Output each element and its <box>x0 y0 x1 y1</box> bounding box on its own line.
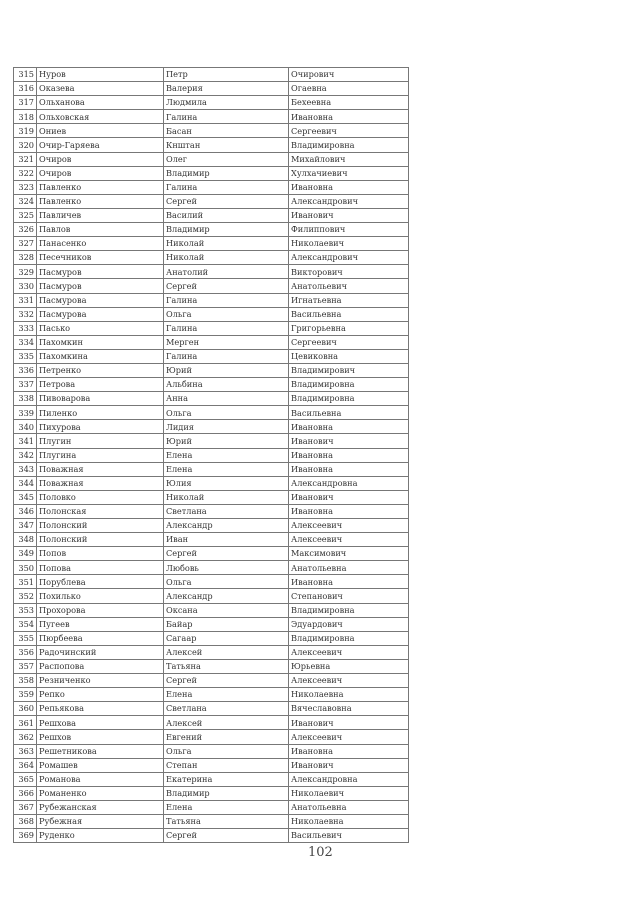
patronymic-cell: Васильевич <box>289 829 409 843</box>
table-row <box>14 124 409 138</box>
row-number: 324 <box>14 194 37 208</box>
patronymic-cell: Владимировна <box>289 138 409 152</box>
surname-cell: Решетникова <box>37 744 164 758</box>
surname-cell: Резниченко <box>37 674 164 688</box>
surname-cell: Пивоварова <box>37 392 164 406</box>
name-cell: Евгений <box>164 730 289 744</box>
row-number: 365 <box>14 772 37 786</box>
row-number: 326 <box>14 223 37 237</box>
surname-cell: Нуров <box>37 68 164 82</box>
name-cell: Екатерина <box>164 772 289 786</box>
name-cell: Ольга <box>164 307 289 321</box>
table-row <box>14 533 409 547</box>
table-row <box>14 504 409 518</box>
table-row <box>14 363 409 377</box>
surname-cell: Песечников <box>37 251 164 265</box>
row-number: 323 <box>14 180 37 194</box>
table-row <box>14 194 409 208</box>
patronymic-cell: Викторович <box>289 265 409 279</box>
row-number: 328 <box>14 251 37 265</box>
surname-cell: Пахомкин <box>37 335 164 349</box>
patronymic-cell: Ивановна <box>289 504 409 518</box>
name-cell: Иван <box>164 533 289 547</box>
patronymic-cell: Владимировна <box>289 378 409 392</box>
row-number: 316 <box>14 82 37 96</box>
patronymic-cell: Владимировна <box>289 603 409 617</box>
patronymic-cell: Филиппович <box>289 223 409 237</box>
table-row <box>14 237 409 251</box>
patronymic-cell: Ивановна <box>289 744 409 758</box>
name-cell: Ольга <box>164 744 289 758</box>
patronymic-cell: Иванович <box>289 208 409 222</box>
table-row <box>14 448 409 462</box>
patronymic-cell: Владимирович <box>289 363 409 377</box>
name-cell: Юрий <box>164 434 289 448</box>
surname-cell: Петренко <box>37 363 164 377</box>
patronymic-cell: Очирович <box>289 68 409 82</box>
patronymic-cell: Сергеевич <box>289 335 409 349</box>
surname-cell: Пихурова <box>37 420 164 434</box>
patronymic-cell: Григорьевна <box>289 321 409 335</box>
table-row <box>14 321 409 335</box>
patronymic-cell: Бехеевна <box>289 96 409 110</box>
patronymic-cell: Михайлович <box>289 152 409 166</box>
name-cell: Ольга <box>164 406 289 420</box>
patronymic-cell: Иванович <box>289 758 409 772</box>
patronymic-cell: Васильевна <box>289 406 409 420</box>
patronymic-cell: Степанович <box>289 589 409 603</box>
surname-cell: Попова <box>37 561 164 575</box>
row-number: 333 <box>14 321 37 335</box>
patronymic-cell: Владимировна <box>289 392 409 406</box>
name-cell: Степан <box>164 758 289 772</box>
surname-cell: Прохорова <box>37 603 164 617</box>
table-row <box>14 674 409 688</box>
table-row <box>14 152 409 166</box>
surname-cell: Пиленко <box>37 406 164 420</box>
surname-cell: Романова <box>37 772 164 786</box>
name-cell: Мерген <box>164 335 289 349</box>
row-number: 317 <box>14 96 37 110</box>
table-row <box>14 335 409 349</box>
name-cell: Сергей <box>164 829 289 843</box>
surname-cell: Павленко <box>37 194 164 208</box>
surname-cell: Полонский <box>37 519 164 533</box>
row-number: 368 <box>14 814 37 828</box>
name-cell: Светлана <box>164 504 289 518</box>
row-number: 322 <box>14 166 37 180</box>
name-cell: Лидия <box>164 420 289 434</box>
row-number: 351 <box>14 575 37 589</box>
name-cell: Сергей <box>164 674 289 688</box>
name-cell: Анатолий <box>164 265 289 279</box>
patronymic-cell: Ивановна <box>289 575 409 589</box>
table-row <box>14 166 409 180</box>
row-number: 344 <box>14 476 37 490</box>
surname-cell: Панасенко <box>37 237 164 251</box>
row-number: 360 <box>14 702 37 716</box>
row-number: 359 <box>14 688 37 702</box>
surname-cell: Петрова <box>37 378 164 392</box>
row-number: 358 <box>14 674 37 688</box>
name-cell: Сергей <box>164 279 289 293</box>
patronymic-cell: Ивановна <box>289 180 409 194</box>
name-cell: Николай <box>164 251 289 265</box>
table-row <box>14 730 409 744</box>
name-cell: Юлия <box>164 476 289 490</box>
patronymic-cell: Ивановна <box>289 110 409 124</box>
table-row <box>14 392 409 406</box>
patronymic-cell: Ивановна <box>289 420 409 434</box>
table-row <box>14 547 409 561</box>
patronymic-cell: Максимович <box>289 547 409 561</box>
name-cell: Николай <box>164 237 289 251</box>
surname-cell: Плугин <box>37 434 164 448</box>
patronymic-cell: Ивановна <box>289 462 409 476</box>
table-row <box>14 378 409 392</box>
patronymic-cell: Иванович <box>289 434 409 448</box>
table-row <box>14 82 409 96</box>
patronymic-cell: Анатольевна <box>289 561 409 575</box>
surname-cell: Пугеев <box>37 617 164 631</box>
row-number: 319 <box>14 124 37 138</box>
surname-cell: Репьякова <box>37 702 164 716</box>
table-row <box>14 420 409 434</box>
patronymic-cell: Ивановна <box>289 448 409 462</box>
table-row <box>14 617 409 631</box>
name-cell: Сергей <box>164 194 289 208</box>
row-number: 336 <box>14 363 37 377</box>
name-cell: Галина <box>164 180 289 194</box>
patronymic-cell: Николаевна <box>289 814 409 828</box>
row-number: 355 <box>14 631 37 645</box>
patronymic-cell: Огаевна <box>289 82 409 96</box>
table-row <box>14 603 409 617</box>
table-row <box>14 716 409 730</box>
surname-cell: Полонская <box>37 504 164 518</box>
table-row <box>14 406 409 420</box>
row-number: 337 <box>14 378 37 392</box>
table-row <box>14 519 409 533</box>
surname-cell: Романенко <box>37 786 164 800</box>
row-number: 338 <box>14 392 37 406</box>
table-row <box>14 307 409 321</box>
table-row <box>14 490 409 504</box>
row-number: 369 <box>14 829 37 843</box>
table-row <box>14 293 409 307</box>
patronymic-cell: Хулхачиевич <box>289 166 409 180</box>
row-number: 363 <box>14 744 37 758</box>
row-number: 332 <box>14 307 37 321</box>
surname-cell: Руденко <box>37 829 164 843</box>
roster-table-body <box>14 68 409 843</box>
table-row <box>14 279 409 293</box>
patronymic-cell: Эдуардович <box>289 617 409 631</box>
name-cell: Василий <box>164 208 289 222</box>
row-number: 362 <box>14 730 37 744</box>
row-number: 335 <box>14 349 37 363</box>
surname-cell: Пасмурова <box>37 307 164 321</box>
surname-cell: Плугина <box>37 448 164 462</box>
patronymic-cell: Александрович <box>289 251 409 265</box>
name-cell: Александр <box>164 589 289 603</box>
roster-table <box>13 67 409 843</box>
patronymic-cell: Игнатьевна <box>289 293 409 307</box>
name-cell: Сергей <box>164 547 289 561</box>
table-row <box>14 561 409 575</box>
name-cell: Светлана <box>164 702 289 716</box>
row-number: 325 <box>14 208 37 222</box>
surname-cell: Ониев <box>37 124 164 138</box>
patronymic-cell: Владимировна <box>289 631 409 645</box>
surname-cell: Павлов <box>37 223 164 237</box>
surname-cell: Полонский <box>37 533 164 547</box>
patronymic-cell: Иванович <box>289 490 409 504</box>
surname-cell: Порублева <box>37 575 164 589</box>
surname-cell: Поважная <box>37 476 164 490</box>
name-cell: Людмила <box>164 96 289 110</box>
surname-cell: Похилько <box>37 589 164 603</box>
row-number: 364 <box>14 758 37 772</box>
table-row <box>14 110 409 124</box>
surname-cell: Пасько <box>37 321 164 335</box>
row-number: 334 <box>14 335 37 349</box>
name-cell: Елена <box>164 462 289 476</box>
table-row <box>14 208 409 222</box>
table-row <box>14 631 409 645</box>
row-number: 320 <box>14 138 37 152</box>
row-number: 348 <box>14 533 37 547</box>
patronymic-cell: Александровна <box>289 476 409 490</box>
patronymic-cell: Вячеславовна <box>289 702 409 716</box>
row-number: 318 <box>14 110 37 124</box>
surname-cell: Очиров <box>37 152 164 166</box>
name-cell: Галина <box>164 293 289 307</box>
row-number: 356 <box>14 645 37 659</box>
row-number: 315 <box>14 68 37 82</box>
surname-cell: Павленко <box>37 180 164 194</box>
row-number: 352 <box>14 589 37 603</box>
patronymic-cell: Алексеевич <box>289 645 409 659</box>
table-row <box>14 758 409 772</box>
name-cell: Галина <box>164 110 289 124</box>
name-cell: Николай <box>164 490 289 504</box>
row-number: 343 <box>14 462 37 476</box>
surname-cell: Очир-Гаряева <box>37 138 164 152</box>
surname-cell: Пасмуров <box>37 279 164 293</box>
row-number: 327 <box>14 237 37 251</box>
table-row <box>14 575 409 589</box>
name-cell: Татьяна <box>164 659 289 673</box>
patronymic-cell: Александрович <box>289 194 409 208</box>
row-number: 349 <box>14 547 37 561</box>
surname-cell: Решхов <box>37 730 164 744</box>
name-cell: Владимир <box>164 223 289 237</box>
table-row <box>14 744 409 758</box>
name-cell: Елена <box>164 448 289 462</box>
page-number: 102 <box>308 845 333 860</box>
surname-cell: Пахомкина <box>37 349 164 363</box>
table-row <box>14 800 409 814</box>
name-cell: Юрий <box>164 363 289 377</box>
table-row <box>14 349 409 363</box>
row-number: 321 <box>14 152 37 166</box>
name-cell: Александр <box>164 519 289 533</box>
name-cell: Елена <box>164 688 289 702</box>
patronymic-cell: Алексеевич <box>289 674 409 688</box>
table-row <box>14 645 409 659</box>
surname-cell: Пасмурова <box>37 293 164 307</box>
name-cell: Альбина <box>164 378 289 392</box>
name-cell: Галина <box>164 349 289 363</box>
table-row <box>14 223 409 237</box>
row-number: 345 <box>14 490 37 504</box>
surname-cell: Ольханова <box>37 96 164 110</box>
row-number: 342 <box>14 448 37 462</box>
patronymic-cell: Васильевна <box>289 307 409 321</box>
patronymic-cell: Анатольевна <box>289 800 409 814</box>
patronymic-cell: Николаевич <box>289 237 409 251</box>
name-cell: Алексей <box>164 716 289 730</box>
row-number: 361 <box>14 716 37 730</box>
table-row <box>14 138 409 152</box>
row-number: 357 <box>14 659 37 673</box>
patronymic-cell: Иванович <box>289 716 409 730</box>
patronymic-cell: Сергеевич <box>289 124 409 138</box>
row-number: 350 <box>14 561 37 575</box>
patronymic-cell: Анатольевич <box>289 279 409 293</box>
surname-cell: Павличев <box>37 208 164 222</box>
table-row <box>14 702 409 716</box>
row-number: 367 <box>14 800 37 814</box>
surname-cell: Пасмуров <box>37 265 164 279</box>
row-number: 341 <box>14 434 37 448</box>
patronymic-cell: Николаевич <box>289 786 409 800</box>
name-cell: Валерия <box>164 82 289 96</box>
surname-cell: Попов <box>37 547 164 561</box>
table-row <box>14 786 409 800</box>
table-row <box>14 829 409 843</box>
row-number: 339 <box>14 406 37 420</box>
name-cell: Любовь <box>164 561 289 575</box>
surname-cell: Рубежанская <box>37 800 164 814</box>
table-row <box>14 96 409 110</box>
surname-cell: Репко <box>37 688 164 702</box>
table-row <box>14 589 409 603</box>
name-cell: Байар <box>164 617 289 631</box>
name-cell: Татьяна <box>164 814 289 828</box>
row-number: 347 <box>14 519 37 533</box>
row-number: 330 <box>14 279 37 293</box>
name-cell: Басан <box>164 124 289 138</box>
surname-cell: Оказева <box>37 82 164 96</box>
surname-cell: Радочинский <box>37 645 164 659</box>
table-row <box>14 434 409 448</box>
row-number: 331 <box>14 293 37 307</box>
name-cell: Владимир <box>164 166 289 180</box>
table-row <box>14 659 409 673</box>
row-number: 340 <box>14 420 37 434</box>
row-number: 366 <box>14 786 37 800</box>
patronymic-cell: Юрьевна <box>289 659 409 673</box>
surname-cell: Решхова <box>37 716 164 730</box>
table-row <box>14 180 409 194</box>
name-cell: Оксана <box>164 603 289 617</box>
surname-cell: Поважная <box>37 462 164 476</box>
table-row <box>14 772 409 786</box>
surname-cell: Пюрбеева <box>37 631 164 645</box>
surname-cell: Распопова <box>37 659 164 673</box>
name-cell: Петр <box>164 68 289 82</box>
row-number: 353 <box>14 603 37 617</box>
name-cell: Сагаар <box>164 631 289 645</box>
table-row <box>14 68 409 82</box>
surname-cell: Очиров <box>37 166 164 180</box>
patronymic-cell: Алексеевич <box>289 533 409 547</box>
name-cell: Владимир <box>164 786 289 800</box>
surname-cell: Рубежная <box>37 814 164 828</box>
name-cell: Олег <box>164 152 289 166</box>
row-number: 329 <box>14 265 37 279</box>
patronymic-cell: Алексеевич <box>289 730 409 744</box>
name-cell: Анна <box>164 392 289 406</box>
table-row <box>14 251 409 265</box>
patronymic-cell: Николаевна <box>289 688 409 702</box>
surname-cell: Половко <box>37 490 164 504</box>
row-number: 346 <box>14 504 37 518</box>
patronymic-cell: Цевиковна <box>289 349 409 363</box>
table-row <box>14 814 409 828</box>
patronymic-cell: Александровна <box>289 772 409 786</box>
table-row <box>14 476 409 490</box>
name-cell: Алексей <box>164 645 289 659</box>
patronymic-cell: Алексеевич <box>289 519 409 533</box>
table-row <box>14 462 409 476</box>
surname-cell: Ромашев <box>37 758 164 772</box>
surname-cell: Ольховская <box>37 110 164 124</box>
name-cell: Елена <box>164 800 289 814</box>
name-cell: Кнштан <box>164 138 289 152</box>
table-row <box>14 688 409 702</box>
row-number: 354 <box>14 617 37 631</box>
table-row <box>14 265 409 279</box>
name-cell: Ольга <box>164 575 289 589</box>
name-cell: Галина <box>164 321 289 335</box>
